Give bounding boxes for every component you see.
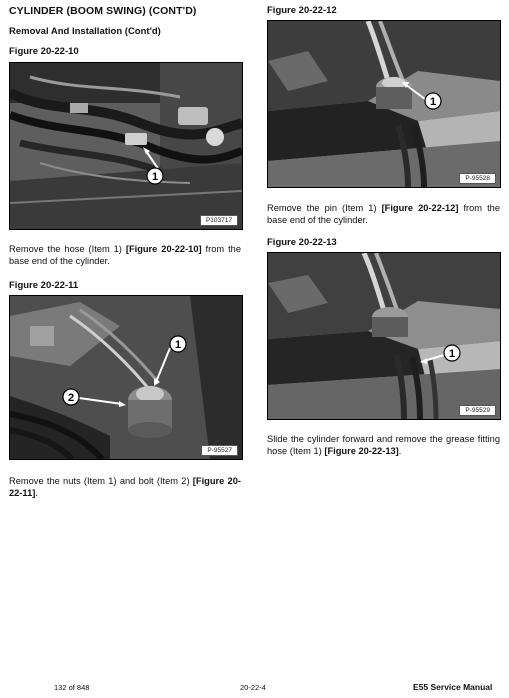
step-2-text-end: .	[35, 487, 38, 498]
page-number: 20-22-4	[240, 683, 266, 692]
section-title: CYLINDER (BOOM SWING) (CONT'D)	[9, 5, 197, 17]
callout-1-fig13: 1	[448, 348, 456, 360]
step-4-text: Slide the cylinder forward and remove the grease fitting hose (Item 1)	[267, 434, 500, 456]
step-text-4	[267, 434, 500, 457]
step-text-2	[9, 476, 241, 499]
step-1-text: Remove the hose (Item 1)	[9, 244, 126, 254]
photo-code-10: P103717	[200, 215, 238, 226]
step-2-figure-ref: [Figure 20-22-11]	[9, 476, 241, 498]
callout-1-fig12: 1	[429, 96, 437, 108]
step-3-text: Remove the pin (Item 1)	[267, 203, 382, 213]
manual-title: E55 Service Manual	[413, 682, 493, 692]
figure-label-11: Figure 20-22-11	[9, 280, 79, 291]
step-4-text-end: .	[398, 445, 402, 456]
step-text-3	[267, 203, 500, 226]
subsection-title: Removal And Installation (Cont'd)	[9, 26, 161, 37]
step-4-figure-ref: [Figure 20-22-13]	[324, 445, 399, 456]
step-1-figure-ref: [Figure 20-22-10]	[125, 244, 202, 254]
hose-photo-image	[10, 63, 242, 229]
figure-photo-11	[9, 295, 243, 460]
figure-label-12: Figure 20-22-12	[267, 5, 337, 16]
figure-photo-10	[9, 62, 243, 230]
callout-1-fig10: 1	[151, 171, 159, 183]
pin-photo-image	[268, 21, 500, 187]
callout-1-fig11: 1	[174, 339, 182, 351]
callout-2-fig11: 2	[67, 392, 75, 404]
photo-code-12: P-95528	[459, 173, 496, 184]
step-2-text: Remove the nuts (Item 1) and bolt (Item 2)	[9, 476, 193, 486]
figure-photo-13	[267, 252, 501, 420]
page-count: 132 of 848	[54, 683, 90, 692]
photo-code-13: P-95529	[459, 405, 496, 416]
step-3-text-end: from the base end of the cylinder.	[267, 203, 501, 225]
photo-code-11: P-95527	[201, 445, 238, 456]
step-text-1	[9, 244, 241, 267]
grease-fitting-photo-image	[268, 253, 500, 419]
figure-label-10: Figure 20-22-10	[9, 46, 79, 57]
step-1-text-end: from the base end of the cylinder.	[9, 244, 242, 266]
figure-photo-12	[267, 20, 501, 188]
nuts-bolt-photo-image	[10, 296, 242, 459]
step-3-figure-ref: [Figure 20-22-12]	[381, 203, 459, 213]
figure-label-13: Figure 20-22-13	[267, 237, 337, 248]
